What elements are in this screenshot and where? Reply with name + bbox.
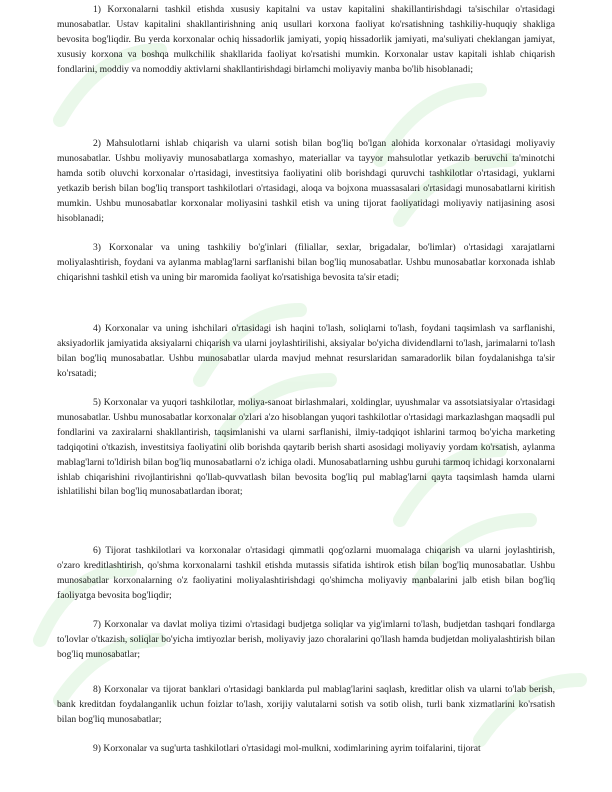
paragraph-2: 2) Mahsulotlarni ishlab chiqarish va ularni sotish bilan bog'liq bo'lgan alohida korxonalar o'rtasidagi moliyaviy munosabatlar. Ushbu moliyaviy munosabatlarga xomashyo, materiallar va tayyor mahsulotlar yetkazib beruvchi ta'minotchi hamda sotib oluvchi korxonalar o'rtasidagi, investitsiya faoliyatini olib borishdagi quruvchi tashkilotlar o'rtasidagi, yuklarni yetkazib berish bilan bog'liq transport tashkilotlari o'rtasidagi, aloqa va bojxona muassasalari o'rtasidagi munosabatlarni kiritish mumkin. Ushbu munosabatlar korxonalar moliyasini tashkil etish va uning tijorat faoliyatidagi moliyaviy natijasining asosi hisoblanadi; [57, 138, 555, 224]
paragraph-6: 6) Tijorat tashkilotlari va korxonalar o'rtasidagi qimmatli qog'ozlarni muomalaga chiqarish va ularni joylashtirish, o'zaro kreditlashtirish, qo'shma korxonalarni tashkil etishda mutassis sifatida ishtirok etish bilan bog'liq munosabatlar. Ushbu munosabatlar korxonalarning o'z faoliyatini moliyalashtirishdagi qo'shimcha moliyaviy manbalarini jalb etish bilan bog'liq faoliyatga bevosita bog'liqdir; [57, 545, 555, 601]
paragraph-4: 4) Korxonalar va uning ishchilari o'rtasidagi ish haqini to'lash, soliqlarni to'lash, foydani taqsimlash va sarflanishi, aksiyadorlik jamiyatida aksiyalarni chiqarish va ularni joylashtirilishi, aksiyalar bo'yicha dividendlarni to'lash, jarimalarni to'lash bilan bog'liq munosabatlar. Ushbu munosabatlar ularda mavjud mehnat resurslaridan samaradorlik bilan foydalanishga ta'sir ko'rsatadi; [57, 323, 555, 379]
paragraph-8: 8) Korxonalar va tijorat banklari o'rtasidagi banklarda pul mablag'larini saqlash, kreditlar olish va ularni to'lab berish, bank kreditdan foydalanganlik uchun foizlar to'lash, xorijiy valutalarni sotish va sotib olish, turli bank xizmatlarini ko'rsatish bilan bog'liq munosabatlar; [57, 684, 555, 725]
paragraph-1: 1) Korxonalarni tashkil etishda xususiy kapitalni va ustav kapitalini shakillantirishdagi ta'sischilar o'rtasidagi munosabatlar. Ustav kapitalini shakllantirishning aniq usullari korxona faoliyat ko'rsatishning tashkiliy-huquqiy shakliga bevosita bog'liqdir. Bu yerda korxonalar ochiq hissadorlik jamiyati, yopiq hissadorlik jamiyati, ma'suliyati cheklangan jamiyat, xususiy korxona va boshqa mulkchilik shakllarida faoliyat ko'rsatishi mumkin. Korxonalar ustav kapitali ishlab chiqarish fondlarini, moddiy va nomoddiy aktivlarni shakllantirishdagi birlamchi moliyaviy manba bo'lib hisoblanadi; [57, 4, 555, 75]
paragraph-5: 5) Korxonalar va yuqori tashkilotlar, moliya-sanoat birlashmalari, xoldinglar, uyushmalar va assotsiatsiyalar o'rtasidagi munosabatlar. Ushbu munosabatlar korxonalar o'zlari a'zo hisoblangan yuqori tashkilotlar o'rtasidagi markazlashgan maqsadli pul fondlarini va zaxiralarni shakllantirish, taqsimlanishi va ularni sarflanishi, ilmiy-tadqiqot ishlarini tarmoq bo'yicha marketing tadqiqotini o'tkazish, investitsiya faoliyatini olib borishda qaytarib berish sharti asosidagi moliyaviy yordam ko'rsatish, aylanma mablag'larni to'ldirish bilan bog'liq munosabatlarni o'z ichiga oladi. Munosabatlarning ushbu guruhi tarmoq ichidagi korxonalarni ishlab chiqarishini rivojlantirishni qo'llab-quvvatlash bilan bevosita bog'liq pul mablag'larni qayta taqsimlash hamda ularni ishlatilishi bilan bog'liq munosabatlardan iborat; [57, 397, 555, 498]
paragraph-7: 7) Korxonalar va davlat moliya tizimi o'rtasidagi budjetga soliqlar va yig'imlarni to'lash, budjetdan tashqari fondlarga to'lovlar o'tkazish, soliqlar bo'yicha imtiyozlar berish, moliyaviy jazo choralarini qo'llash hamda budjetdan moliyalashtirish bilan bog'liq munosabatlar; [57, 619, 555, 660]
paragraph-9: 9) Korxonalar va sug'urta tashkilotlari o'rtasidagi mol-mulkni, xodimlarining ayrim toifalarini, tijorat [93, 743, 481, 754]
paragraph-3: 3) Korxonalar va uning tashkiliy bo'g'inlari (filiallar, sexlar, brigadalar, bo'limlar) o'rtasidagi xarajatlarni moliyalashtirish, foydani va aylanma mablag'larni sarflanishi bilan bog'liq munosabatlar. Ushbu munosabatlar korxonada ishlab chiqarishni tashkil etish va uning bir maromida faoliyat ko'rsatishiga bevosita ta'sir etadi; [57, 242, 555, 283]
